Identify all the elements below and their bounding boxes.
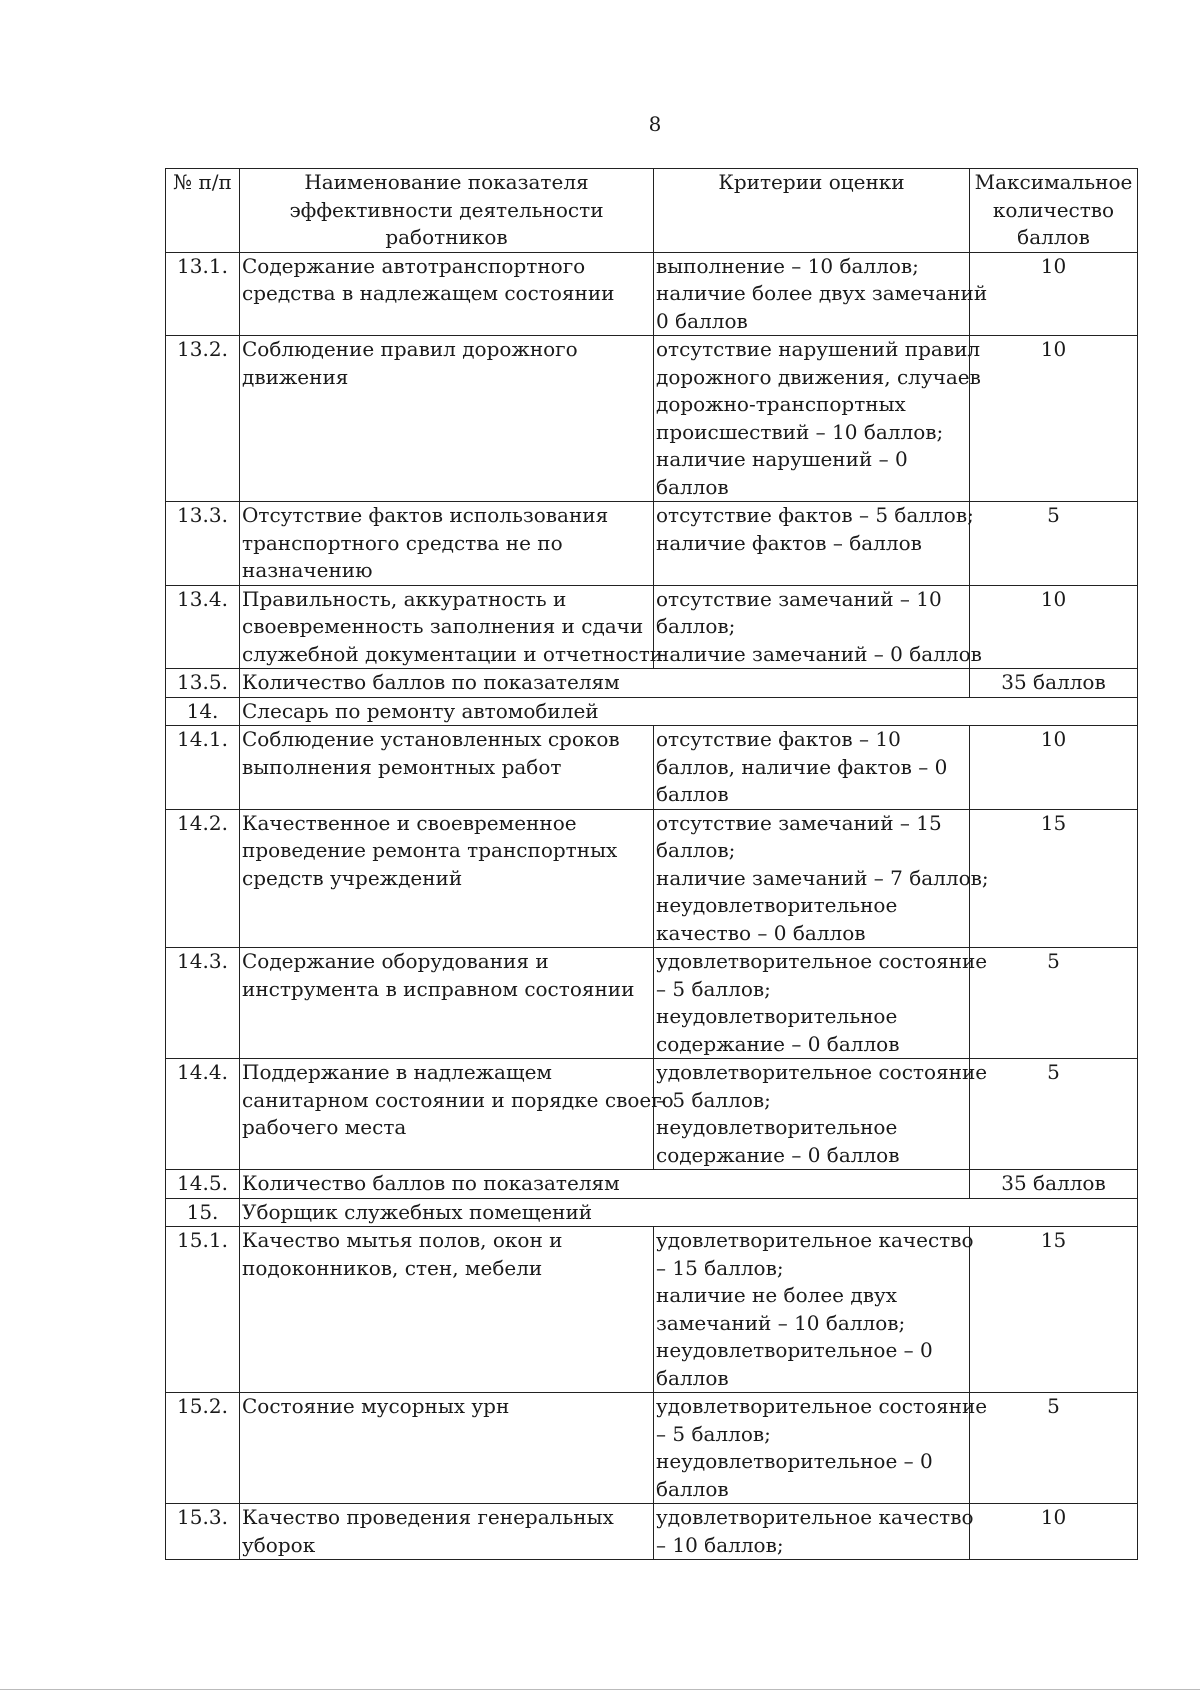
text-line: отсутствие фактов – 5 баллов;: [656, 503, 974, 527]
text-line: неудовлетворительное – 0: [656, 1449, 933, 1473]
text-line: санитарном состоянии и порядке своего: [242, 1087, 674, 1112]
summary-label: Количество баллов по показателям: [240, 1170, 970, 1199]
text-line: работников: [385, 225, 508, 249]
text-line: 0 баллов: [656, 308, 748, 333]
row-number: 15.3.: [166, 1504, 240, 1560]
bottom-rule: [0, 1689, 1200, 1690]
text-line: Соблюдение правил дорожного: [242, 337, 578, 361]
text-line: удовлетворительное состояние: [656, 949, 988, 973]
points-total: 35 баллов: [970, 669, 1138, 698]
text-line: замечаний – 10 баллов;: [656, 1310, 906, 1335]
text-line: баллов: [656, 1365, 729, 1390]
text-line: подоконников, стен, мебели: [242, 1255, 543, 1280]
criteria-cell: [654, 726, 970, 810]
criteria-cell: [654, 1504, 974, 1560]
criteria-table: [165, 168, 1138, 1560]
text-line: Соблюдение установленных сроков: [242, 727, 620, 751]
section-row: [166, 1198, 1138, 1227]
max-points: 10: [970, 585, 1138, 669]
text-line: дорожного движения, случаев: [656, 364, 981, 389]
text-line: Содержание автотранспортного: [242, 253, 586, 278]
max-points: 15: [970, 1227, 1138, 1393]
section-title: Слесарь по ремонту автомобилей: [240, 697, 1138, 726]
table-row: [166, 1227, 1138, 1393]
row-number: 14.2.: [166, 809, 240, 948]
criteria-cell: [654, 585, 982, 669]
max-points: 5: [970, 948, 1138, 1059]
max-points: 5: [970, 1393, 1138, 1504]
row-number: 15.2.: [166, 1393, 240, 1504]
text-line: движения: [242, 364, 349, 389]
max-points: 5: [970, 502, 1138, 586]
text-line: Поддержание в надлежащем: [242, 1060, 552, 1084]
table-row: [166, 948, 1138, 1059]
summary-label: Количество баллов по показателям: [240, 669, 970, 698]
text-line: транспортного средства не по: [242, 530, 563, 555]
text-line: баллов: [656, 474, 729, 499]
criteria-cell: [654, 1393, 988, 1504]
text-line: наличие более двух замечаний: [656, 281, 988, 305]
max-points: 10: [970, 336, 1138, 502]
text-line: баллов: [656, 782, 729, 806]
page-number: 8: [648, 112, 662, 136]
header-max-points: [970, 169, 1138, 253]
criteria-cell: [654, 948, 988, 1059]
text-line: – 10 баллов;: [656, 1532, 784, 1557]
text-line: Качественное и своевременное: [242, 810, 577, 835]
criteria-cell: [654, 252, 988, 336]
text-line: отсутствие замечаний – 10: [656, 586, 942, 611]
indicator-name: [240, 1059, 674, 1170]
text-line: Содержание оборудования и: [242, 949, 549, 973]
table-row: [166, 1059, 1138, 1170]
text-line: средств учреждений: [242, 865, 463, 890]
indicator-name: [240, 726, 654, 810]
row-number: 14.3.: [166, 948, 240, 1059]
text-line: своевременность заполнения и сдачи: [242, 614, 644, 638]
table-row: [166, 1504, 1138, 1560]
indicator-name: [240, 1227, 654, 1393]
text-line: средства в надлежащем состоянии: [242, 281, 615, 305]
text-line: Наименование показателя: [304, 170, 589, 194]
header-criteria: [654, 169, 970, 253]
row-number: 13.4.: [166, 585, 240, 669]
row-number: 13.3.: [166, 502, 240, 586]
text-line: отсутствие фактов – 10: [656, 727, 901, 751]
table-header-row: [166, 169, 1138, 253]
text-line: количество: [992, 197, 1115, 222]
max-points: 15: [970, 809, 1138, 948]
table-row: [166, 1393, 1138, 1504]
text-line: неудовлетворительное: [656, 1004, 898, 1028]
text-line: неудовлетворительное – 0: [656, 1338, 933, 1362]
text-line: – 15 баллов;: [656, 1255, 784, 1280]
text-line: эффективности деятельности: [289, 197, 604, 222]
table-row: [166, 502, 1138, 586]
indicator-name: [240, 1504, 654, 1560]
indicator-name: [240, 502, 654, 586]
text-line: служебной документации и отчетности: [242, 641, 664, 666]
text-line: наличие замечаний – 7 баллов;: [656, 865, 989, 890]
text-line: содержание – 0 баллов: [656, 1142, 900, 1167]
text-line: происшествий – 10 баллов;: [656, 419, 944, 444]
text-line: уборок: [242, 1532, 316, 1557]
text-line: – 5 баллов;: [656, 1421, 771, 1446]
text-line: удовлетворительное качество: [656, 1505, 974, 1529]
text-line: – 5 баллов;: [656, 1087, 771, 1112]
text-line: выполнение – 10 баллов;: [656, 253, 919, 278]
indicator-name: [240, 809, 654, 948]
text-line: наличие не более двух: [656, 1283, 897, 1307]
criteria-cell: [654, 1059, 988, 1170]
indicator-name: [240, 1393, 654, 1504]
text-line: наличие замечаний – 0 баллов: [656, 641, 982, 666]
text-line: Качество мытья полов, окон и: [242, 1228, 563, 1252]
row-number: 15.: [166, 1198, 240, 1227]
table-row: [166, 585, 1138, 669]
text-line: Максимальное: [974, 170, 1133, 194]
text-line: отсутствие замечаний – 15: [656, 810, 942, 835]
text-line: рабочего места: [242, 1115, 407, 1139]
text-line: № п/п: [173, 170, 232, 194]
text-line: удовлетворительное состояние: [656, 1060, 988, 1084]
row-number: 14.: [166, 697, 240, 726]
indicator-name: [240, 585, 664, 669]
text-line: удовлетворительное состояние: [656, 1394, 988, 1418]
text-line: наличие нарушений – 0: [656, 447, 908, 471]
criteria-cell: [654, 502, 974, 586]
text-line: инструмента в исправном состоянии: [242, 976, 635, 1001]
header-name: [240, 169, 654, 253]
summary-row: [166, 669, 1138, 698]
criteria-cell: [654, 336, 981, 502]
text-line: неудовлетворительное: [656, 1115, 898, 1139]
text-line: Качество проведения генеральных: [242, 1505, 614, 1529]
row-number: 14.4.: [166, 1059, 240, 1170]
summary-row: [166, 1170, 1138, 1199]
points-total: 35 баллов: [970, 1170, 1138, 1199]
text-line: отсутствие нарушений правил: [656, 337, 981, 361]
row-number: 14.1.: [166, 726, 240, 810]
text-line: удовлетворительное качество: [656, 1228, 974, 1252]
text-line: наличие фактов – баллов: [656, 530, 922, 555]
text-line: баллов: [1017, 225, 1090, 249]
table-row: [166, 252, 1138, 336]
table-row: [166, 336, 1138, 502]
table-row: [166, 726, 1138, 810]
section-row: [166, 697, 1138, 726]
text-line: баллов, наличие фактов – 0: [656, 754, 948, 779]
indicator-name: [240, 948, 654, 1059]
criteria-cell: [654, 1227, 974, 1393]
text-line: баллов;: [656, 614, 736, 638]
table-row: [166, 809, 1138, 948]
row-number: 13.2.: [166, 336, 240, 502]
indicator-name: [240, 252, 654, 336]
text-line: Отсутствие фактов использования: [242, 503, 609, 527]
text-line: качество – 0 баллов: [656, 920, 866, 945]
text-line: неудовлетворительное: [656, 893, 898, 917]
text-line: Состояние мусорных урн: [242, 1394, 510, 1418]
indicator-name: [240, 336, 654, 502]
text-line: назначению: [242, 558, 373, 582]
text-line: дорожно-транспортных: [656, 392, 906, 416]
text-line: Критерии оценки: [718, 170, 905, 194]
text-line: баллов;: [656, 838, 736, 862]
text-line: Правильность, аккуратность и: [242, 586, 567, 611]
max-points: 5: [970, 1059, 1138, 1170]
text-line: – 5 баллов;: [656, 976, 771, 1001]
text-line: содержание – 0 баллов: [656, 1031, 900, 1056]
row-number: 13.5.: [166, 669, 240, 698]
section-title: Уборщик служебных помещений: [240, 1198, 1138, 1227]
max-points: 10: [970, 1504, 1138, 1560]
max-points: 10: [970, 726, 1138, 810]
row-number: 14.5.: [166, 1170, 240, 1199]
table-body: [166, 252, 1138, 1560]
text-line: баллов: [656, 1476, 729, 1501]
text-line: проведение ремонта транспортных: [242, 838, 618, 862]
header-num: [166, 169, 240, 253]
criteria-cell: [654, 809, 989, 948]
text-line: выполнения ремонтных работ: [242, 754, 562, 779]
max-points: 10: [970, 252, 1138, 336]
row-number: 15.1.: [166, 1227, 240, 1393]
row-number: 13.1.: [166, 252, 240, 336]
